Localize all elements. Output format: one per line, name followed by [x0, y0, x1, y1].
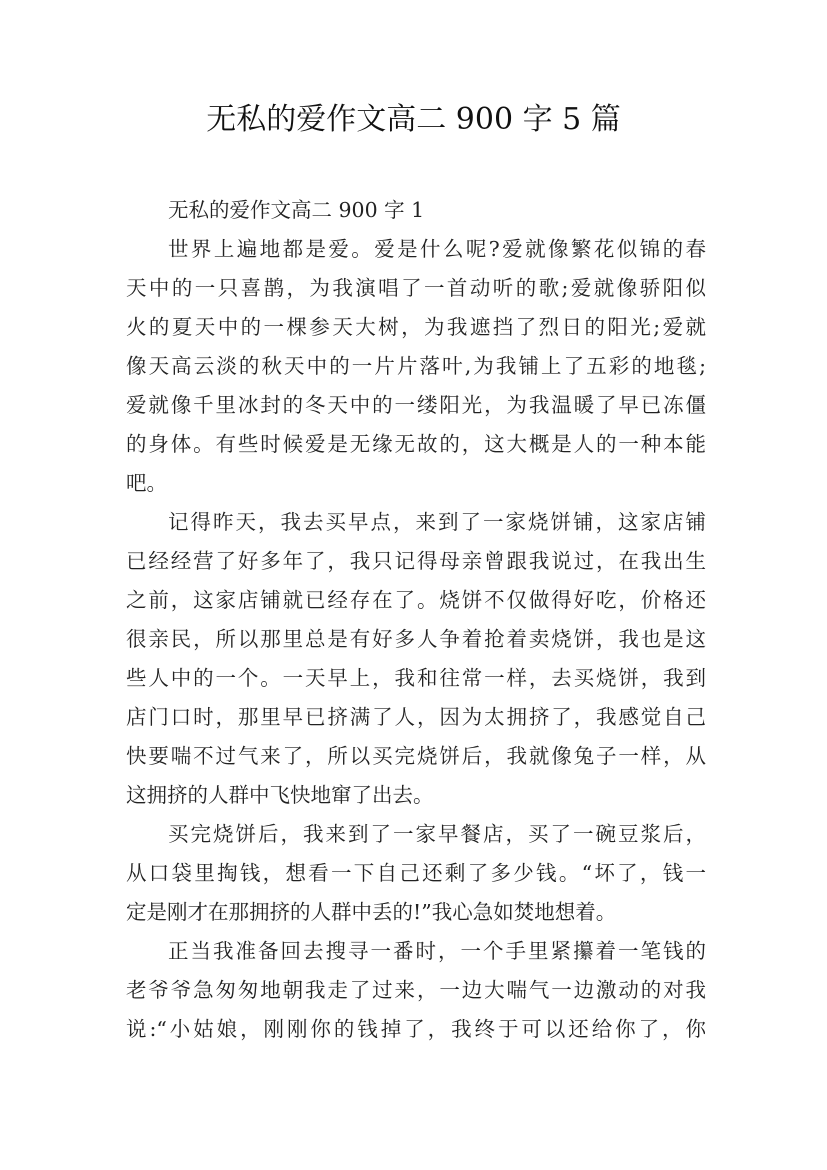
paragraph-line: 天中的一只喜鹊，为我演唱了一首动听的歌;爱就像骄阳似	[126, 276, 706, 300]
paragraph-line: 快要喘不过气来了，所以买完烧饼后，我就像兔子一样，从	[126, 744, 706, 768]
paragraph-line: 店门口时，那里早已挤满了人，因为太拥挤了，我感觉自己	[126, 705, 706, 729]
paragraph-4	[126, 932, 706, 1049]
paragraph-line: 从口袋里掏钱，想看一下自己还剩了多少钱。“坏了，钱一	[126, 861, 706, 885]
section-heading: 无私的爱作文高二 900 字 1	[168, 198, 425, 222]
paragraph-line: 的身体。有些时候爱是无缘无故的，这大概是人的一种本能	[126, 432, 706, 456]
paragraph-line: 之前，这家店铺就已经存在了。烧饼不仅做得好吃，价格还	[126, 588, 706, 612]
paragraph-line: 像天高云淡的秋天中的一片片落叶,为我铺上了五彩的地毯;	[126, 354, 706, 378]
paragraph-line: 很亲民，所以那里总是有好多人争着抢着卖烧饼，我也是这	[126, 627, 706, 651]
paragraph-1	[126, 230, 706, 503]
paragraph-line: 火的夏天中的一棵参天大树，为我遮挡了烈日的阳光;爱就	[126, 315, 706, 339]
paragraph-line: 说:“小姑娘，刚刚你的钱掉了，我终于可以还给你了，你	[126, 1017, 706, 1041]
paragraph-line: 老爷爷急匆匆地朝我走了过来，一边大喘气一边激动的对我	[126, 978, 706, 1002]
paragraph-line: 世界上遍地都是爱。爱是什么呢?爱就像繁花似锦的春	[168, 237, 706, 261]
paragraph-line: 这拥挤的人群中飞快地窜了出去。	[126, 783, 434, 807]
paragraph-line: 定是刚才在那拥挤的人群中丢的!”我心急如焚地想着。	[126, 900, 617, 924]
paragraph-line: 正当我准备回去搜寻一番时，一个手里紧攥着一笔钱的	[168, 939, 706, 963]
paragraph-3	[126, 815, 706, 932]
paragraph-line: 已经经营了好多年了，我只记得母亲曾跟我说过，在我出生	[126, 549, 706, 573]
paragraph-line: 吧。	[126, 471, 167, 495]
paragraph-2	[126, 503, 706, 815]
document-title: 无私的爱作文高二 900 字 5 篇	[206, 102, 621, 137]
paragraph-line: 记得昨天，我去买早点，来到了一家烧饼铺，这家店铺	[168, 510, 706, 534]
document-body	[126, 191, 706, 1049]
paragraph-line: 买完烧饼后，我来到了一家早餐店，买了一碗豆浆后，	[168, 822, 706, 846]
paragraph-line: 些人中的一个。一天早上，我和往常一样，去买烧饼，我到	[126, 666, 706, 690]
paragraph-line: 爱就像千里冰封的冬天中的一缕阳光，为我温暖了早已冻僵	[126, 393, 706, 417]
